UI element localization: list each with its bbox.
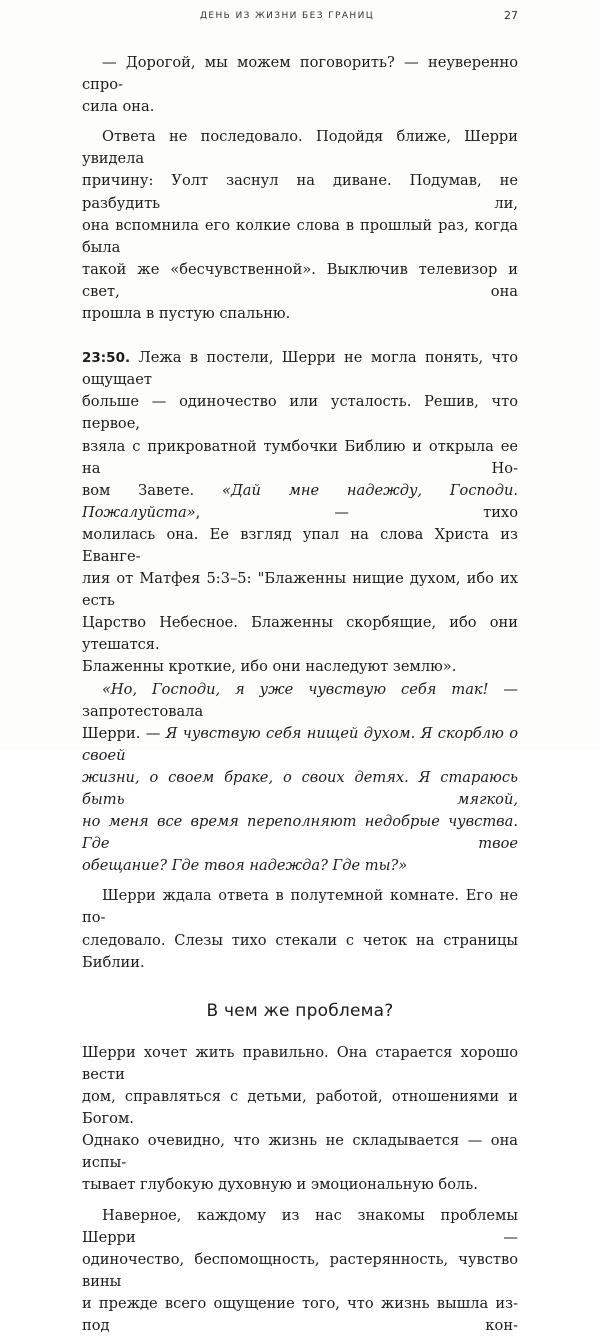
- paragraph-common-problems: [82, 1205, 518, 1337]
- text-line: сила она.: [82, 96, 518, 118]
- paragraph-time-entry: [82, 347, 518, 678]
- prayer-quote: «Дай мне надежду, Господи. Пожалуйста»: [82, 482, 518, 521]
- text-line: [82, 723, 518, 767]
- text-line: взяла с прикроватной тумбочки Библию и открыла ее на Но-: [82, 436, 518, 480]
- text-line: [82, 347, 518, 391]
- time-stamp: 23:50.: [82, 350, 130, 366]
- text-line: Блаженны кроткие, ибо они наследуют землю».: [82, 656, 518, 678]
- text-line: и прежде всего ощущение того, что жизнь вышла из-под кон-: [82, 1293, 518, 1337]
- italic-fragment: — Я чувствую себя нищей духом. Я скорблю о своей: [82, 725, 518, 764]
- text-fragment: Шерри.: [82, 725, 146, 742]
- running-head: ДЕНЬ ИЗ ЖИЗНИ БЕЗ ГРАНИЦ: [200, 11, 374, 21]
- text-fragment: , — тихо: [196, 504, 518, 521]
- text-line: [82, 480, 518, 524]
- text-line: лия от Матфея 5:3–5: "Блаженны нищие духом, ибо их есть: [82, 568, 518, 612]
- text-line: но меня все время переполняют недобрые чувства. Где твое: [82, 811, 518, 855]
- text-fragment: вом Завете.: [82, 482, 222, 499]
- text-line: Царство Небесное. Блаженны скорбящие, ибо они утешатся.: [82, 612, 518, 656]
- text-line: молилась она. Ее взгляд упал на слова Христа из Еванге-: [82, 524, 518, 568]
- section-heading: В чем же проблема?: [82, 1000, 518, 1022]
- text-line: прошла в пустую спальню.: [82, 303, 518, 325]
- italic-fragment: «Но, Господи, я уже чувствую себя так!: [102, 681, 488, 698]
- text-line: следовало. Слезы тихо стекали с четок на страницы Библии.: [82, 930, 518, 974]
- text-line: причину: Уолт заснул на диване. Подумав, не разбудить ли,: [82, 170, 518, 214]
- page-number: 27: [504, 9, 518, 22]
- text-line: жизни, о своем браке, о своих детях. Я стараюсь быть мягкой,: [82, 767, 518, 811]
- paragraph-no-answer: [82, 126, 518, 325]
- text-line: дом, справляться с детьми, работой, отношениями и Богом.: [82, 1086, 518, 1130]
- text-fragment: Лежа в постели, Шерри не могла понять, что ощущает: [82, 349, 518, 388]
- text-line: Шерри ждала ответа в полутемной комнате. Его не по-: [82, 885, 518, 929]
- paragraph-protest: [82, 679, 518, 878]
- body-text: [82, 52, 518, 1337]
- paragraph-dialogue: [82, 52, 518, 118]
- text-line: [82, 679, 518, 723]
- text-line: тывает глубокую духовную и эмоциональную боль.: [82, 1174, 518, 1196]
- text-line: больше — одиночество или усталость. Решив, что первое,: [82, 391, 518, 435]
- paragraph-problem: [82, 1042, 518, 1197]
- text-fragment: — запротестовала: [82, 681, 518, 720]
- text-line: Наверное, каждому из нас знакомы проблемы Шерри —: [82, 1205, 518, 1249]
- paragraph-waiting: [82, 885, 518, 973]
- text-line: обещание? Где твоя надежда? Где ты?»: [82, 855, 518, 877]
- text-line: одиночество, беспомощность, растерянность, чувство вины: [82, 1249, 518, 1293]
- text-line: Ответа не последовало. Подойдя ближе, Шерри увидела: [82, 126, 518, 170]
- text-line: такой же «бесчувственной». Выключив телевизор и свет, она: [82, 259, 518, 303]
- text-line: она вспомнила его колкие слова в прошлый раз, когда была: [82, 215, 518, 259]
- text-line: Шерри хочет жить правильно. Она старается хорошо вести: [82, 1042, 518, 1086]
- text-line: Однако очевидно, что жизнь не складывается — она испы-: [82, 1130, 518, 1174]
- text-line: — Дорогой, мы можем поговорить? — неуверенно спро-: [82, 52, 518, 96]
